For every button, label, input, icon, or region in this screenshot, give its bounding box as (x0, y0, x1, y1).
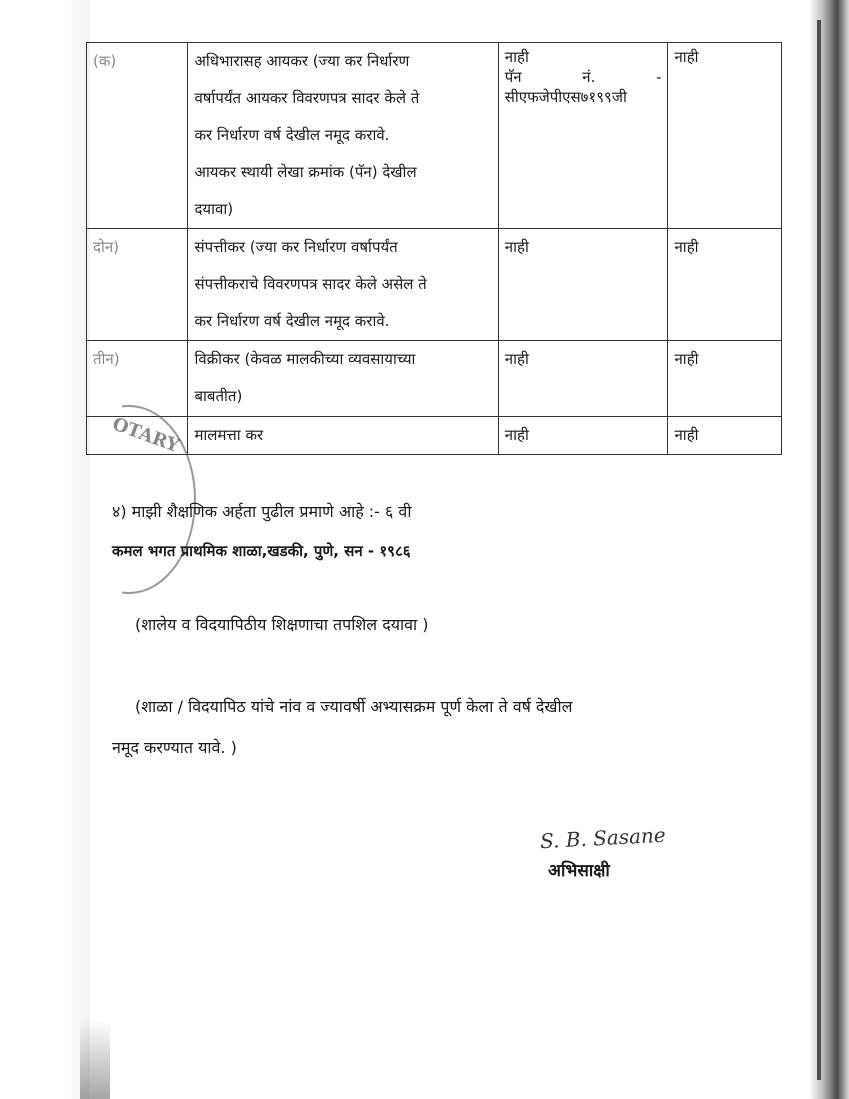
scan-right-line (817, 20, 821, 1080)
pan-dash: - (656, 68, 662, 86)
education-statement: ४) माझी शैक्षणिक अर्हता पुढील प्रमाणे आहे :- ६ वी (112, 502, 412, 521)
pan-label: पॅन (504, 68, 522, 86)
handwritten-signature: S. B. Sasane (539, 822, 667, 854)
row-number: तीन) (87, 341, 188, 417)
description-line: संपत्तीकर (ज्या कर निर्धारण वर्षापर्यंत (194, 238, 398, 256)
description-line: बाबतीत) (194, 387, 243, 405)
description-line: दयावा) (194, 200, 234, 218)
scan-left-shadow (0, 0, 90, 1099)
school-details: कमल भगत प्राथमिक शाळा,खडकी, पुणे, सन - १९८६ (112, 542, 411, 560)
row-value-1: नाही (498, 341, 668, 417)
description-line: आयकर स्थायी लेखा क्रमांक (पॅन) देखील (194, 163, 417, 181)
row-value-1 (498, 43, 668, 229)
education-note: (शालेय व विदयापिठीय शिक्षणाचा तपशिल दयावा ) (135, 615, 429, 634)
description-line: विक्रीकर (केवळ मालकीच्या व्यवसायाच्या (194, 350, 416, 368)
row-value-2 (668, 43, 782, 229)
pan-number-label (505, 67, 662, 87)
row-value-2: नाही (668, 341, 782, 417)
row-value-1: नाही (498, 229, 668, 341)
description-line: मालमत्ता कर (194, 426, 264, 444)
description-line: संपत्तीकराचे विवरणपत्र सादर केले असेल ते (194, 275, 427, 293)
description-line: कर निर्धारण वर्ष देखील नमूद करावे. (194, 312, 390, 330)
pan-no-label: नं. (582, 68, 596, 86)
row-value-2: नाही (668, 417, 782, 455)
row-value-2: नाही (668, 229, 782, 341)
scan-bottom-shadow (80, 1020, 110, 1099)
pan-code: सीएफजेपीएस७१९९जी (504, 88, 627, 106)
tax-details-table (86, 42, 782, 455)
row-description (188, 417, 498, 455)
description-line: वर्षापर्यंत आयकर विवरणपत्र सादर केले ते (194, 89, 420, 107)
row-description (188, 341, 498, 417)
description-line: कर निर्धारण वर्ष देखील नमूद करावे. (194, 126, 390, 144)
school-name-note-continued: नमूद करण्यात यावे. ) (112, 738, 237, 757)
row-description (188, 43, 498, 229)
value-text: नाही (674, 48, 699, 66)
value-text: नाही (504, 48, 529, 66)
scan-right-edge (809, 0, 849, 1099)
table-row (87, 229, 782, 341)
row-value-1: नाही (498, 417, 668, 455)
school-name-note: (शाळा / विदयापिठ यांचे नांव व ज्यावर्षी अभ्यासक्रम पूर्ण केला ते वर्ष देखील (135, 697, 573, 716)
table-row (87, 417, 782, 455)
signer-label: अभिसाक्षी (548, 861, 610, 881)
row-number: (क) (87, 43, 188, 229)
table-row (87, 43, 782, 229)
notary-stamp-text: OTARY (109, 413, 182, 457)
row-number: दोन) (87, 229, 188, 341)
row-description (188, 229, 498, 341)
table-row (87, 341, 782, 417)
description-line: अधिभारासह आयकर (ज्या कर निर्धारण (194, 52, 410, 70)
